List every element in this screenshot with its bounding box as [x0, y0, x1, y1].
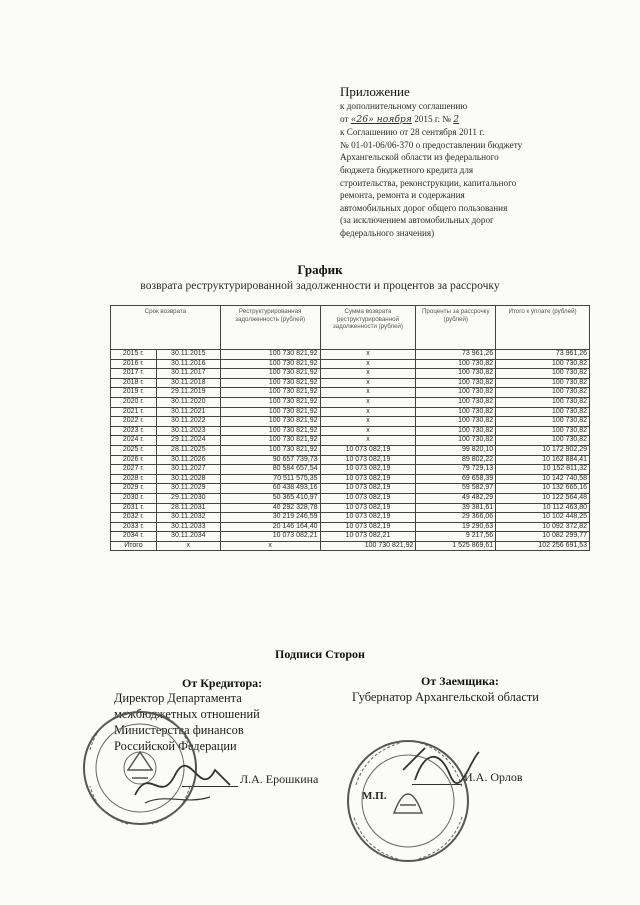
creditor-role-line: Министерства финансов	[114, 723, 244, 737]
totals-cell-total: 102 256 691,53	[496, 541, 590, 551]
table-cell-date: 30.11.2021	[156, 407, 220, 417]
table-cell-debt: 100 730 821,92	[220, 436, 320, 446]
table-cell-total: 100 730,82	[496, 417, 590, 427]
creditor-role-line: Российской Федерации	[114, 739, 237, 753]
table-cell-debt: 100 730 821,92	[220, 417, 320, 427]
table-row	[111, 532, 590, 542]
table-cell-total: 100 730,82	[496, 436, 590, 446]
creditor-heading: От Кредитора:	[182, 676, 263, 690]
table-cell-repay: х	[320, 388, 416, 398]
repayment-schedule-table	[110, 305, 590, 551]
table-cell-interest: 59 582,97	[416, 484, 496, 494]
appendix-line: ремонта, ремонта и содержания	[340, 190, 465, 201]
totals-cell-label: Итого	[111, 541, 157, 551]
document-subtitle: возврата реструктурированной задолженности и процентов за рассрочку	[140, 279, 500, 292]
table-row	[111, 436, 590, 446]
table-cell-total: 10 172 902,29	[496, 445, 590, 455]
header-due-date: Срок возврата	[111, 306, 221, 350]
signatures-title: Подписи Сторон	[275, 647, 365, 661]
borrower-heading: От Заемщика:	[421, 674, 499, 688]
table-cell-debt: 50 365 410,97	[220, 493, 320, 503]
table-cell-date: 30.11.2029	[156, 484, 220, 494]
table-cell-interest: 100 730,82	[416, 378, 496, 388]
table-cell-date: 30.11.2033	[156, 522, 220, 532]
appendix-line: строительства, реконструкции, капитального	[340, 177, 517, 188]
appendix-line: автомобильных дорог общего пользования	[340, 202, 508, 213]
table-cell-interest: 69 658,39	[416, 474, 496, 484]
table-cell-repay: 10 073 082,19	[320, 484, 416, 494]
table-cell-interest: 100 730,82	[416, 369, 496, 379]
table-cell-debt: 100 730 821,92	[220, 378, 320, 388]
handwritten-number: 2	[453, 113, 460, 125]
table-cell-total: 73 961,26	[496, 350, 590, 360]
table-row	[111, 378, 590, 388]
totals-cell-debt: х	[220, 541, 320, 551]
table-cell-year: 2026 г.	[111, 455, 157, 465]
table-cell-total: 100 730,82	[496, 388, 590, 398]
appendix-block	[340, 84, 570, 240]
table-cell-year: 2019 г.	[111, 388, 157, 398]
table-cell-year: 2028 г.	[111, 474, 157, 484]
table-cell-year: 2022 г.	[111, 417, 157, 427]
table-cell-year: 2015 г.	[111, 350, 157, 360]
table-cell-year: 2029 г.	[111, 484, 157, 494]
table-cell-debt: 60 438 493,16	[220, 484, 320, 494]
table-cell-repay: 10 073 082,21	[320, 532, 416, 542]
table-cell-date: 30.11.2023	[156, 426, 220, 436]
table-cell-debt: 100 730 821,92	[220, 359, 320, 369]
table-cell-repay: 10 073 082,19	[320, 522, 416, 532]
table-row	[111, 455, 590, 465]
table-cell-date: 30.11.2026	[156, 455, 220, 465]
table-cell-total: 10 122 564,48	[496, 493, 590, 503]
table-cell-date: 30.11.2022	[156, 417, 220, 427]
table-cell-total: 10 162 884,41	[496, 455, 590, 465]
appendix-line: к дополнительному соглашению	[340, 101, 468, 111]
totals-cell-interest: 1 525 869,61	[416, 541, 496, 551]
table-cell-debt: 20 146 164,40	[220, 522, 320, 532]
table-cell-debt: 90 657 739,73	[220, 455, 320, 465]
table-cell-total: 10 152 811,32	[496, 465, 590, 475]
appendix-line: федерального значения)	[340, 227, 435, 238]
appendix-heading: Приложение	[340, 84, 410, 99]
table-cell-repay: 10 073 082,19	[320, 493, 416, 503]
table-cell-interest: 100 730,82	[416, 388, 496, 398]
table-cell-debt: 100 730 821,92	[220, 350, 320, 360]
table-cell-repay: х	[320, 407, 416, 417]
appendix-line: (за исключением автомобильных дорог	[340, 215, 494, 226]
table-cell-interest: 19 290,63	[416, 522, 496, 532]
table-cell-debt: 70 511 575,35	[220, 474, 320, 484]
table-row	[111, 465, 590, 475]
table-cell-date: 29.11.2030	[156, 493, 220, 503]
table-cell-debt: 100 730 821,92	[220, 369, 320, 379]
table-cell-date: 29.11.2019	[156, 388, 220, 398]
table-cell-total: 100 730,82	[496, 378, 590, 388]
table-row	[111, 513, 590, 523]
table-cell-date: 30.11.2034	[156, 532, 220, 542]
table-cell-date: 28.11.2031	[156, 503, 220, 513]
table-cell-debt: 80 584 657,54	[220, 465, 320, 475]
table-cell-year: 2021 г.	[111, 407, 157, 417]
header-repayment-amount: Сумма возврата реструктурированной задолженности (рублей)	[320, 306, 416, 350]
table-cell-debt: 40 292 328,78	[220, 503, 320, 513]
table-cell-repay: 10 073 082,19	[320, 503, 416, 513]
creditor-name: Л.А. Ерошкина	[240, 772, 319, 786]
table-row	[111, 426, 590, 436]
table-cell-year: 2033 г.	[111, 522, 157, 532]
table-row	[111, 417, 590, 427]
table-cell-repay: х	[320, 378, 416, 388]
stamp-mark-label: М.П.	[362, 790, 387, 802]
table-cell-debt: 10 073 082,21	[220, 532, 320, 542]
table-cell-interest: 29 366,06	[416, 513, 496, 523]
table-cell-year: 2016 г.	[111, 359, 157, 369]
table-cell-date: 30.11.2016	[156, 359, 220, 369]
table-cell-date: 30.11.2032	[156, 513, 220, 523]
table-cell-debt: 100 730 821,92	[220, 426, 320, 436]
table-cell-total: 100 730,82	[496, 426, 590, 436]
table-cell-total: 10 082 299,77	[496, 532, 590, 542]
table-header-row	[111, 306, 590, 350]
table-cell-interest: 39 381,61	[416, 503, 496, 513]
creditor-role-line: Директор Департамента	[114, 691, 242, 705]
table-row	[111, 503, 590, 513]
table-cell-date: 30.11.2028	[156, 474, 220, 484]
table-row	[111, 493, 590, 503]
table-cell-total: 10 092 372,82	[496, 522, 590, 532]
table-row	[111, 474, 590, 484]
creditor-role-line: межбюджетных отношений	[114, 707, 260, 721]
borrower-role: Губернатор Архангельской области	[352, 690, 539, 704]
table-cell-repay: х	[320, 436, 416, 446]
table-cell-interest: 99 820,10	[416, 445, 496, 455]
table-row	[111, 350, 590, 360]
header-total: Итого к уплате (рублей)	[496, 306, 590, 350]
table-cell-year: 2032 г.	[111, 513, 157, 523]
table-cell-total: 10 102 448,25	[496, 513, 590, 523]
borrower-name: И.А. Орлов	[464, 770, 523, 784]
table-cell-year: 2031 г.	[111, 503, 157, 513]
table-cell-debt: 100 730 821,92	[220, 397, 320, 407]
table-cell-date: 30.11.2015	[156, 350, 220, 360]
table-cell-repay: х	[320, 369, 416, 379]
totals-cell-repay: 100 730 821,92	[320, 541, 416, 551]
table-cell-year: 2017 г.	[111, 369, 157, 379]
table-row	[111, 484, 590, 494]
table-cell-repay: 10 073 082,19	[320, 513, 416, 523]
table-cell-interest: 89 802,22	[416, 455, 496, 465]
table-cell-repay: 10 073 082,19	[320, 465, 416, 475]
table-cell-year: 2025 г.	[111, 445, 157, 455]
appendix-date-line	[340, 113, 570, 127]
table-cell-interest: 100 730,82	[416, 426, 496, 436]
table-row	[111, 359, 590, 369]
table-cell-debt: 100 730 821,92	[220, 445, 320, 455]
table-cell-date: 29.11.2024	[156, 436, 220, 446]
table-totals-row	[111, 541, 590, 551]
table-cell-year: 2024 г.	[111, 436, 157, 446]
table-cell-total: 100 730,82	[496, 397, 590, 407]
table-cell-total: 100 730,82	[496, 359, 590, 369]
table-cell-date: 28.11.2025	[156, 445, 220, 455]
table-cell-repay: 10 073 082,19	[320, 474, 416, 484]
table-cell-total: 10 132 665,16	[496, 484, 590, 494]
table-cell-repay: х	[320, 417, 416, 427]
table-cell-debt: 100 730 821,92	[220, 407, 320, 417]
header-restructured-debt: Реструктурированная задолженность (рублей)	[220, 306, 320, 350]
appendix-line: № 01-01-06/06-370 о предоставлении бюджету	[340, 139, 523, 150]
appendix-line: бюджета бюджетного кредита для	[340, 164, 474, 175]
table-cell-total: 100 730,82	[496, 407, 590, 417]
table-row	[111, 369, 590, 379]
table-cell-interest: 100 730,82	[416, 397, 496, 407]
table-cell-year: 2018 г.	[111, 378, 157, 388]
appendix-year: 2015 г. №	[414, 113, 451, 124]
table-cell-total: 10 112 463,80	[496, 503, 590, 513]
table-cell-debt: 30 219 246,59	[220, 513, 320, 523]
table-body	[111, 350, 590, 551]
table-cell-interest: 73 961,26	[416, 350, 496, 360]
handwritten-date: «26» ноября	[350, 113, 412, 125]
borrower-handwritten-signature	[395, 740, 485, 800]
table-row	[111, 388, 590, 398]
table-row	[111, 407, 590, 417]
table-cell-repay: х	[320, 426, 416, 436]
table-cell-date: 30.11.2027	[156, 465, 220, 475]
creditor-handwritten-signature	[130, 755, 240, 815]
appendix-line: Архангельской области из федерального	[340, 152, 499, 163]
table-cell-repay: 10 073 082,19	[320, 445, 416, 455]
totals-cell-date: х	[156, 541, 220, 551]
table-cell-year: 2027 г.	[111, 465, 157, 475]
table-cell-interest: 79 729,13	[416, 465, 496, 475]
table-cell-year: 2020 г.	[111, 397, 157, 407]
table-cell-repay: х	[320, 359, 416, 369]
table-cell-date: 30.11.2020	[156, 397, 220, 407]
table-cell-interest: 100 730,82	[416, 407, 496, 417]
table-cell-year: 2023 г.	[111, 426, 157, 436]
table-cell-interest: 9 217,56	[416, 532, 496, 542]
table-cell-year: 2034 г.	[111, 532, 157, 542]
appendix-date-prefix: от	[340, 113, 349, 124]
document-title: График	[297, 262, 343, 277]
table-cell-debt: 100 730 821,92	[220, 388, 320, 398]
table-cell-repay: х	[320, 397, 416, 407]
table-cell-repay: 10 073 082,19	[320, 455, 416, 465]
table-cell-date: 30.11.2017	[156, 369, 220, 379]
table-row	[111, 397, 590, 407]
table-cell-interest: 49 482,29	[416, 493, 496, 503]
table-cell-repay: х	[320, 350, 416, 360]
table-row	[111, 522, 590, 532]
table-cell-interest: 100 730,82	[416, 417, 496, 427]
header-interest: Проценты за рассрочку (рублей)	[416, 306, 496, 350]
table-cell-total: 100 730,82	[496, 369, 590, 379]
table-cell-date: 30.11.2018	[156, 378, 220, 388]
table-cell-interest: 100 730,82	[416, 359, 496, 369]
table-cell-year: 2030 г.	[111, 493, 157, 503]
table-row	[111, 445, 590, 455]
table-cell-total: 10 142 740,58	[496, 474, 590, 484]
table-cell-interest: 100 730,82	[416, 436, 496, 446]
appendix-line: к Соглашению от 28 сентября 2011 г.	[340, 127, 485, 138]
